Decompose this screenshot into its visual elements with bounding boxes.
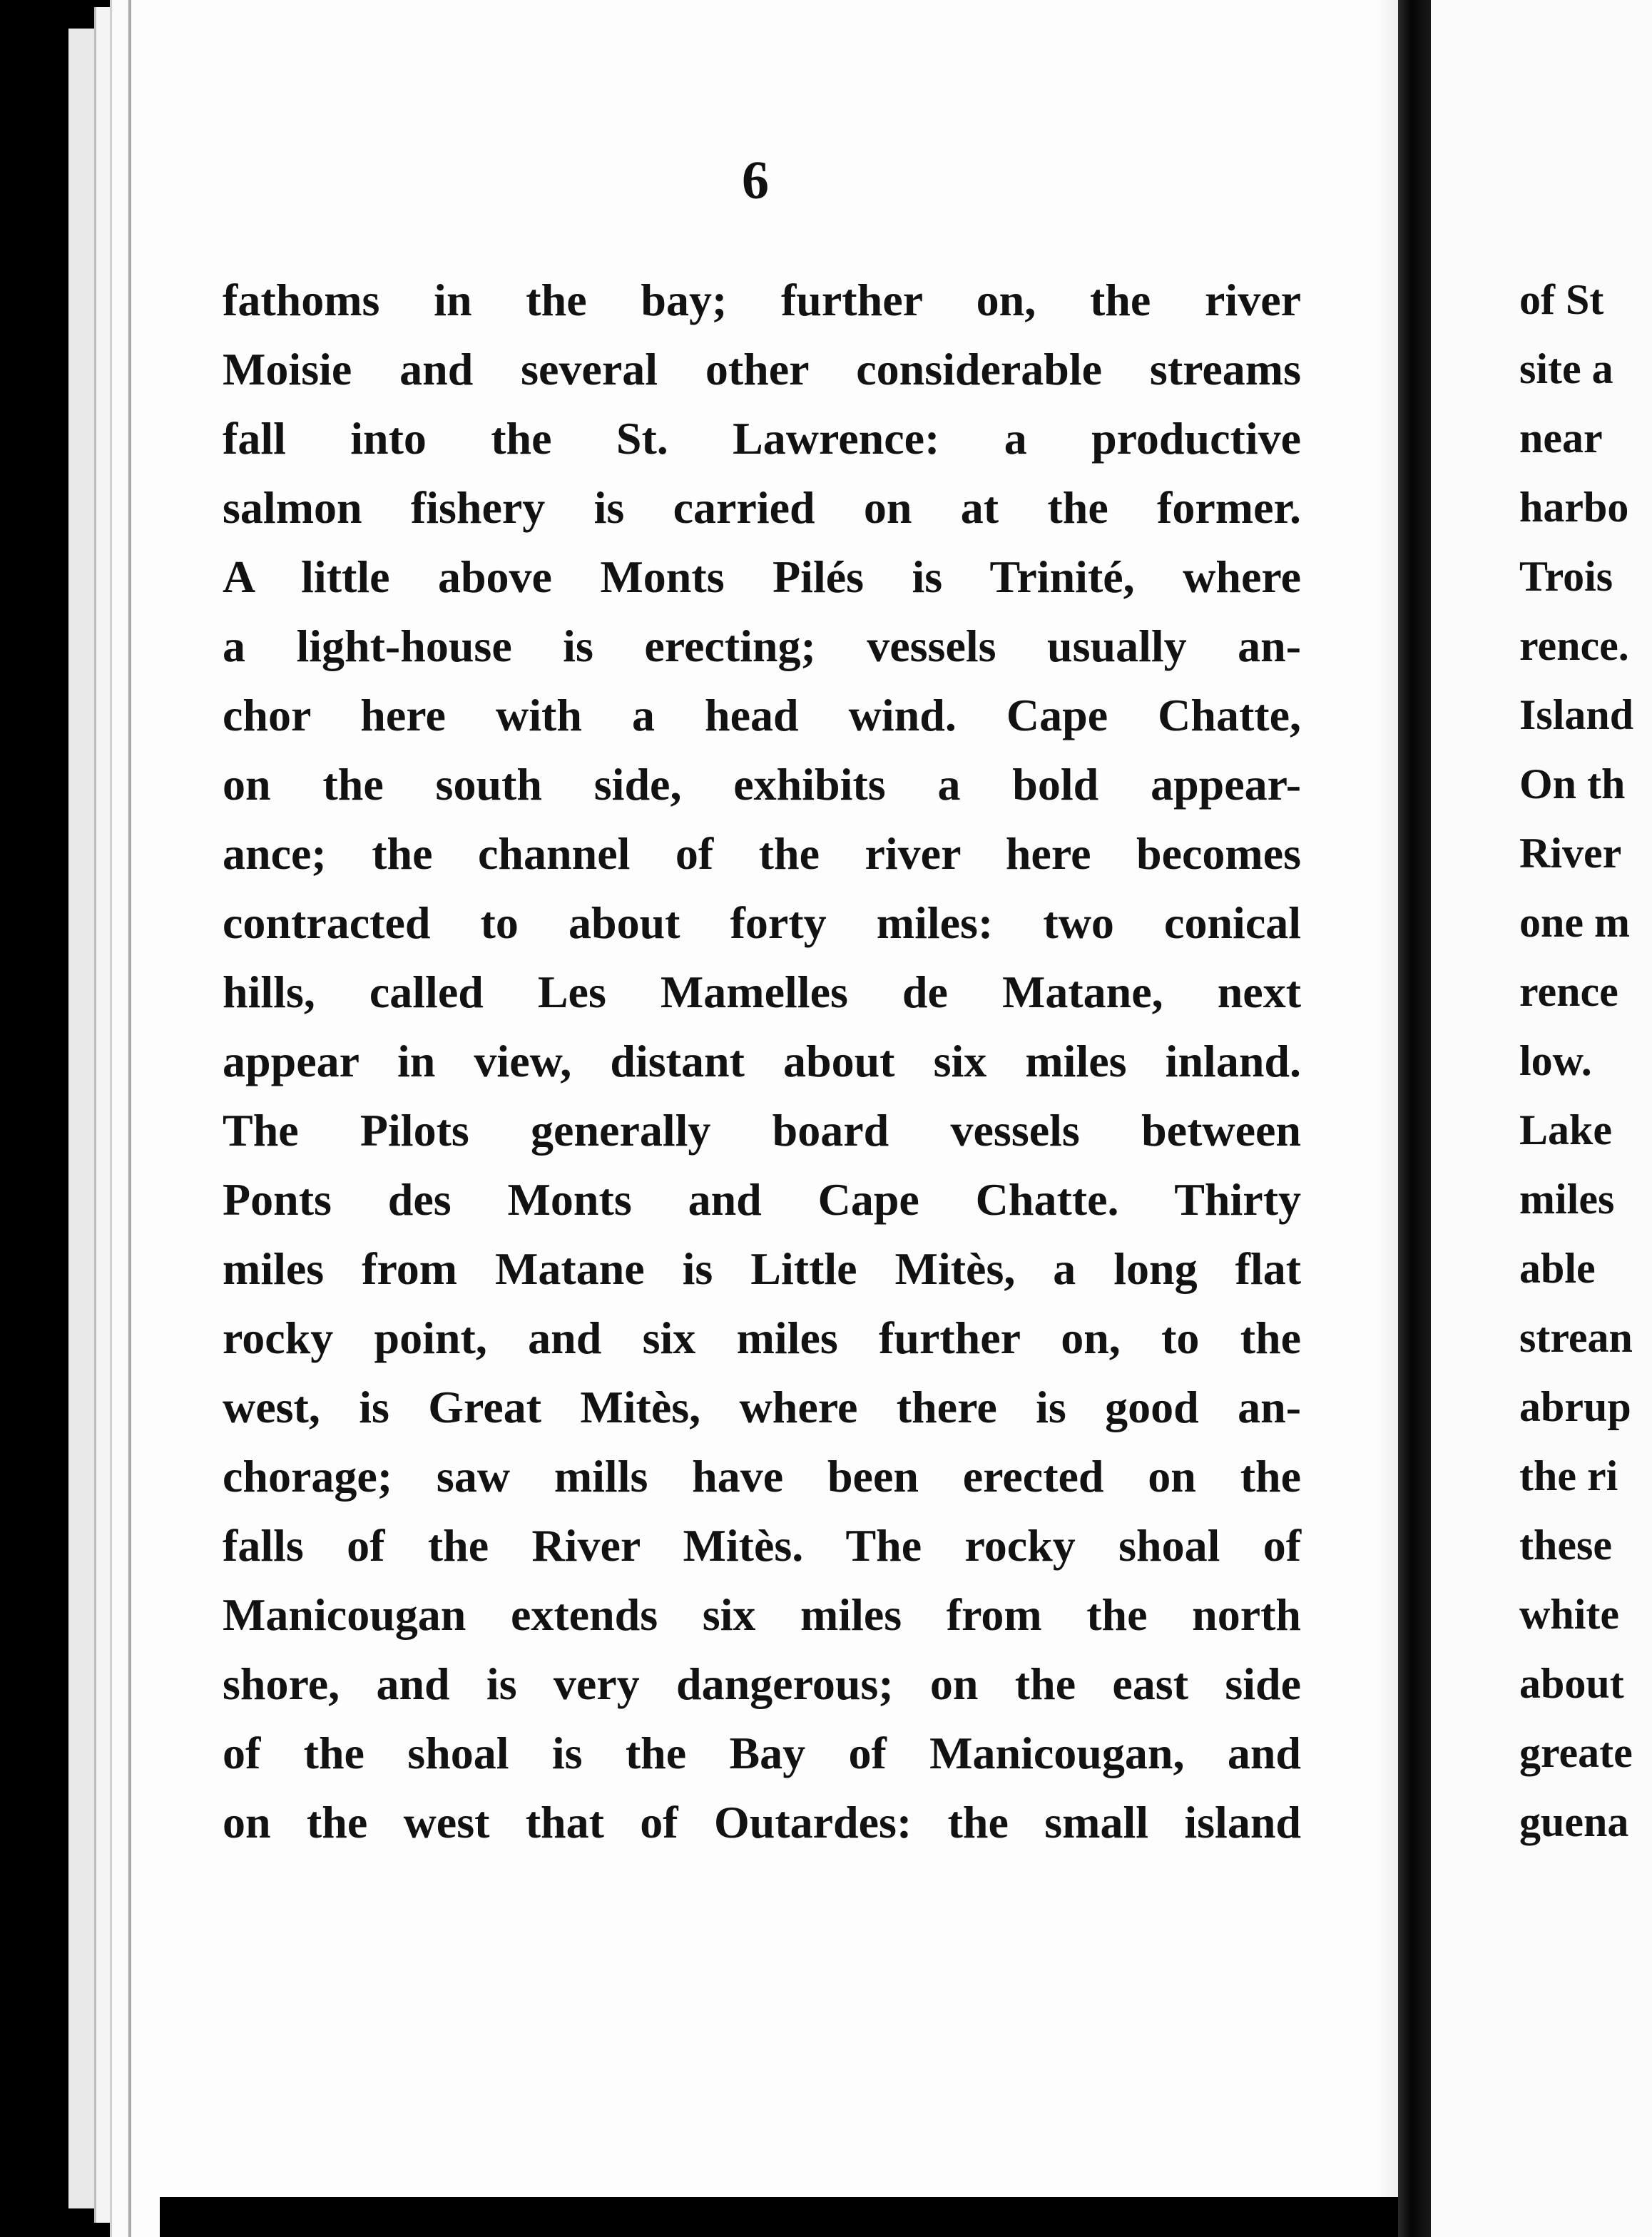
text-line: Island	[1519, 691, 1634, 738]
text-line: able	[1519, 1245, 1596, 1292]
text-line: Moisie and several other considerable streams	[223, 344, 1301, 394]
text-line: white	[1519, 1591, 1619, 1638]
text-line: guena	[1519, 1798, 1629, 1845]
text-line: The Pilots generally board vessels between	[223, 1105, 1301, 1156]
text-line: River	[1519, 830, 1622, 877]
text-line: these	[1519, 1522, 1612, 1569]
text-line: On th	[1519, 760, 1626, 807]
text-line: abrup	[1519, 1383, 1631, 1430]
text-line: on the west that of Outardes: the small island	[223, 1797, 1301, 1848]
text-line: falls of the River Mitès. The rocky shoal of	[223, 1520, 1301, 1571]
right-page-text	[1519, 265, 1652, 1857]
page-stack-edge	[68, 29, 94, 2208]
text-line: greate	[1519, 1729, 1633, 1776]
text-line: shore, and is very dangerous; on the east side	[223, 1658, 1301, 1709]
text-line: rence	[1519, 968, 1618, 1015]
text-line: the ri	[1519, 1452, 1618, 1499]
page-number: 6	[742, 151, 770, 210]
text-line: fathoms in the bay; further on, the river	[223, 275, 1301, 325]
book-gutter	[1398, 0, 1431, 2237]
text-line: a light-house is erecting; vessels usually an-	[223, 621, 1301, 671]
text-line: low.	[1519, 1037, 1592, 1084]
text-line: rocky point, and six miles further on, to the	[223, 1313, 1301, 1363]
text-line: strean	[1519, 1314, 1633, 1361]
text-line: hills, called Les Mamelles de Matane, next	[223, 967, 1301, 1017]
text-line: near	[1519, 414, 1603, 462]
text-line: miles	[1519, 1176, 1615, 1223]
page-stack-edge	[110, 0, 131, 2237]
text-line: of St	[1519, 276, 1604, 323]
text-line: A little above Monts Pilés is Trinité, where	[223, 551, 1301, 602]
text-line: fall into the St. Lawrence: a productive	[223, 413, 1301, 464]
text-line: Manicougan extends six miles from the north	[223, 1589, 1301, 1640]
text-line: miles from Matane is Little Mitès, a long flat	[223, 1243, 1301, 1294]
text-line: on the south side, exhibits a bold appear-	[223, 759, 1301, 810]
page-stack-edge	[128, 0, 160, 2237]
text-line: chor here with a head wind. Cape Chatte,	[223, 690, 1301, 740]
text-line: harbo	[1519, 484, 1629, 531]
text-line: of the shoal is the Bay of Manicougan, and	[223, 1728, 1301, 1778]
right-page	[1431, 0, 1652, 2237]
left-page-text	[223, 265, 1301, 1857]
text-line: Lake	[1519, 1106, 1613, 1153]
text-line: appear in view, distant about six miles inland.	[223, 1036, 1301, 1086]
text-line: about	[1519, 1660, 1624, 1707]
text-line: ance; the channel of the river here becomes	[223, 828, 1301, 879]
text-line: salmon fishery is carried on at the former.	[223, 482, 1301, 533]
text-line: rence.	[1519, 622, 1629, 669]
text-line: site a	[1519, 345, 1613, 392]
text-line: Trois	[1519, 553, 1613, 600]
text-line: Ponts des Monts and Cape Chatte. Thirty	[223, 1174, 1301, 1225]
text-line: one m	[1519, 899, 1630, 946]
text-line: contracted to about forty miles: two conical	[223, 897, 1301, 948]
text-line: west, is Great Mitès, where there is good an-	[223, 1382, 1301, 1432]
text-line: chorage; saw mills have been erected on the	[223, 1451, 1301, 1502]
